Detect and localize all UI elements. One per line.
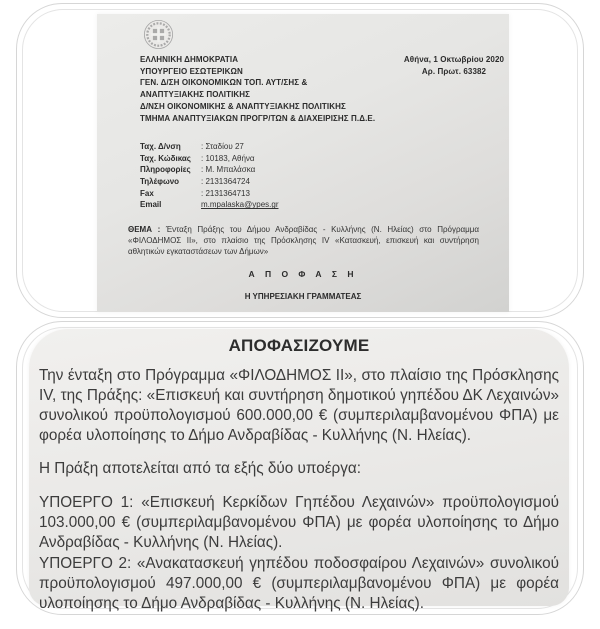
contact-row [140,141,509,153]
letterhead-photo [97,14,509,312]
contact-row [140,176,509,188]
contact-row [140,153,509,165]
protocol-number: Αρ. Πρωτ. 63382 [421,66,487,76]
subject-label: ΘΕΜΑ : [128,224,161,234]
agency-line: ΓΕΝ. Δ/ΣΗ ΟΙΚΟΝΟΜΙΚΩΝ ΤΟΠ. ΑΥΤ/ΣΗΣ & [140,78,308,88]
subject-text: Ένταξη Πράξης του Δήμου Ανδραβίδας - Κυλλήνης (Ν. Ηλείας) στο Πρόγραμμα «ΦΙΛΟΔΗΜΟΣ ΙΙ», στο πλαίσιο της Πρόσκλησης IV «Κατασκευή, επισκευή και συντήρηση αθλητικών εγκαταστάσεων των Δήμων» [128,224,479,256]
contact-value: : 10183, Αθήνα [201,153,255,163]
agency-line: Δ/ΝΣΗ ΟΙΚΟΝΟΜΙΚΗΣ & ΑΝΑΠΤΥΞΙΑΚΗΣ ΠΟΛΙΤΙΚΗΣ [140,101,346,111]
decision-heading: ΑΠΟΦΑΣΙΖΟΥΜΕ [228,336,370,355]
contact-label: Ταχ. Δ/νση [140,142,181,152]
subproject-2: ΥΠΟΕΡΓΟ 2: «Ανακατασκευή γηπέδου ποδοσφαίρου Λεχαινών» συνολικού προϋπολογισμού 497.000,00 € (συμπεριλαμβανομένου ΦΠΑ) με φορέα υλοποίησης το Δήμο Ανδραβίδας - Κυλλήνης (Ν. Ηλείας). [39,555,559,612]
greek-emblem-icon [143,19,174,50]
document-date: Αθήνα, 1 Οκτωβρίου 2020 [403,55,505,64]
contact-row [140,188,509,200]
contact-row [140,164,509,176]
agency-line: ΕΛΛΗΝΙΚΗ ΔΗΜΟΚΡΑΤΙΑ [140,55,239,64]
email-value: m.mpalaska@ypes.gr [201,200,279,210]
contact-value: : Σταδίου 27 [201,142,244,152]
date-protocol-block [368,54,540,77]
subprojects-intro: Η Πράξη αποτελείται από τα εξής δύο υποέργα: [39,460,361,477]
agency-line: ΑΝΑΠΤΥΞΙΑΚΗΣ ΠΟΛΙΤΙΚΗΣ [140,90,251,100]
contact-row [140,199,509,211]
subproject-1: ΥΠΟΕΡΓΟ 1: «Επισκευή Κερκίδων Γηπέδου Λεχαινών» προϋπολογισμού 103.000,00 € (συμπεριλαμβανομένου ΦΠΑ) με φορέα υλοποίησης το Δήμο Ανδραβίδας - Κυλλήνης (Ν. Ηλείας). [39,494,559,551]
signatory-title: Η ΥΠΗΡΕΣΙΑΚΗ ΓΡΑΜΜΑΤΕΑΣ [244,291,362,301]
contact-label: Πληροφορίες [140,165,191,175]
decision-photo [29,329,569,612]
decision-word: Α Π Ο Φ Α Σ Η [248,268,358,279]
subject-paragraph [128,224,479,257]
contact-block [140,141,509,211]
letterhead-header [140,54,509,124]
agency-line: ΤΜΗΜΑ ΑΝΑΠΤΥΞΙΑΚΩΝ ΠΡΟΓΡ/ΤΩΝ & ΔΙΑΧΕΙΡΙΣΗΣ Π.Δ.Ε. [140,113,376,123]
letterhead-scan-card [16,3,584,318]
decision-paragraph: Την ένταξη στο Πρόγραμμα «ΦΙΛΟΔΗΜΟΣ ΙΙ», στο πλαίσιο της Πρόσκλησης IV, της Πράξης: «Επισκευή και συντήρηση δημοτικού γηπέδου ΔΚ Λεχαινών» συνολικού προϋπολογισμού 600.000,00 € (συμπεριλαμβανομένου ΦΠΑ) με φορέα υλοποίησης το Δήμο Ανδραβίδας - Κυλλήνης (Ν. Ηλείας). [39,367,559,444]
contact-value: : Μ. Μπαλάσκα [201,165,256,175]
decision-scan-card [16,321,584,615]
contact-label: Ταχ. Κώδικας [140,153,191,163]
agency-line: ΥΠΟΥΡΓΕΙΟ ΕΣΩΤΕΡΙΚΩΝ [140,66,243,76]
contact-label: Email [140,200,162,210]
contact-label: Fax [140,188,154,198]
contact-value: : 2131364713 [201,188,250,198]
contact-value: : 2131364724 [201,177,250,186]
contact-label: Τηλέφωνο [140,177,180,186]
